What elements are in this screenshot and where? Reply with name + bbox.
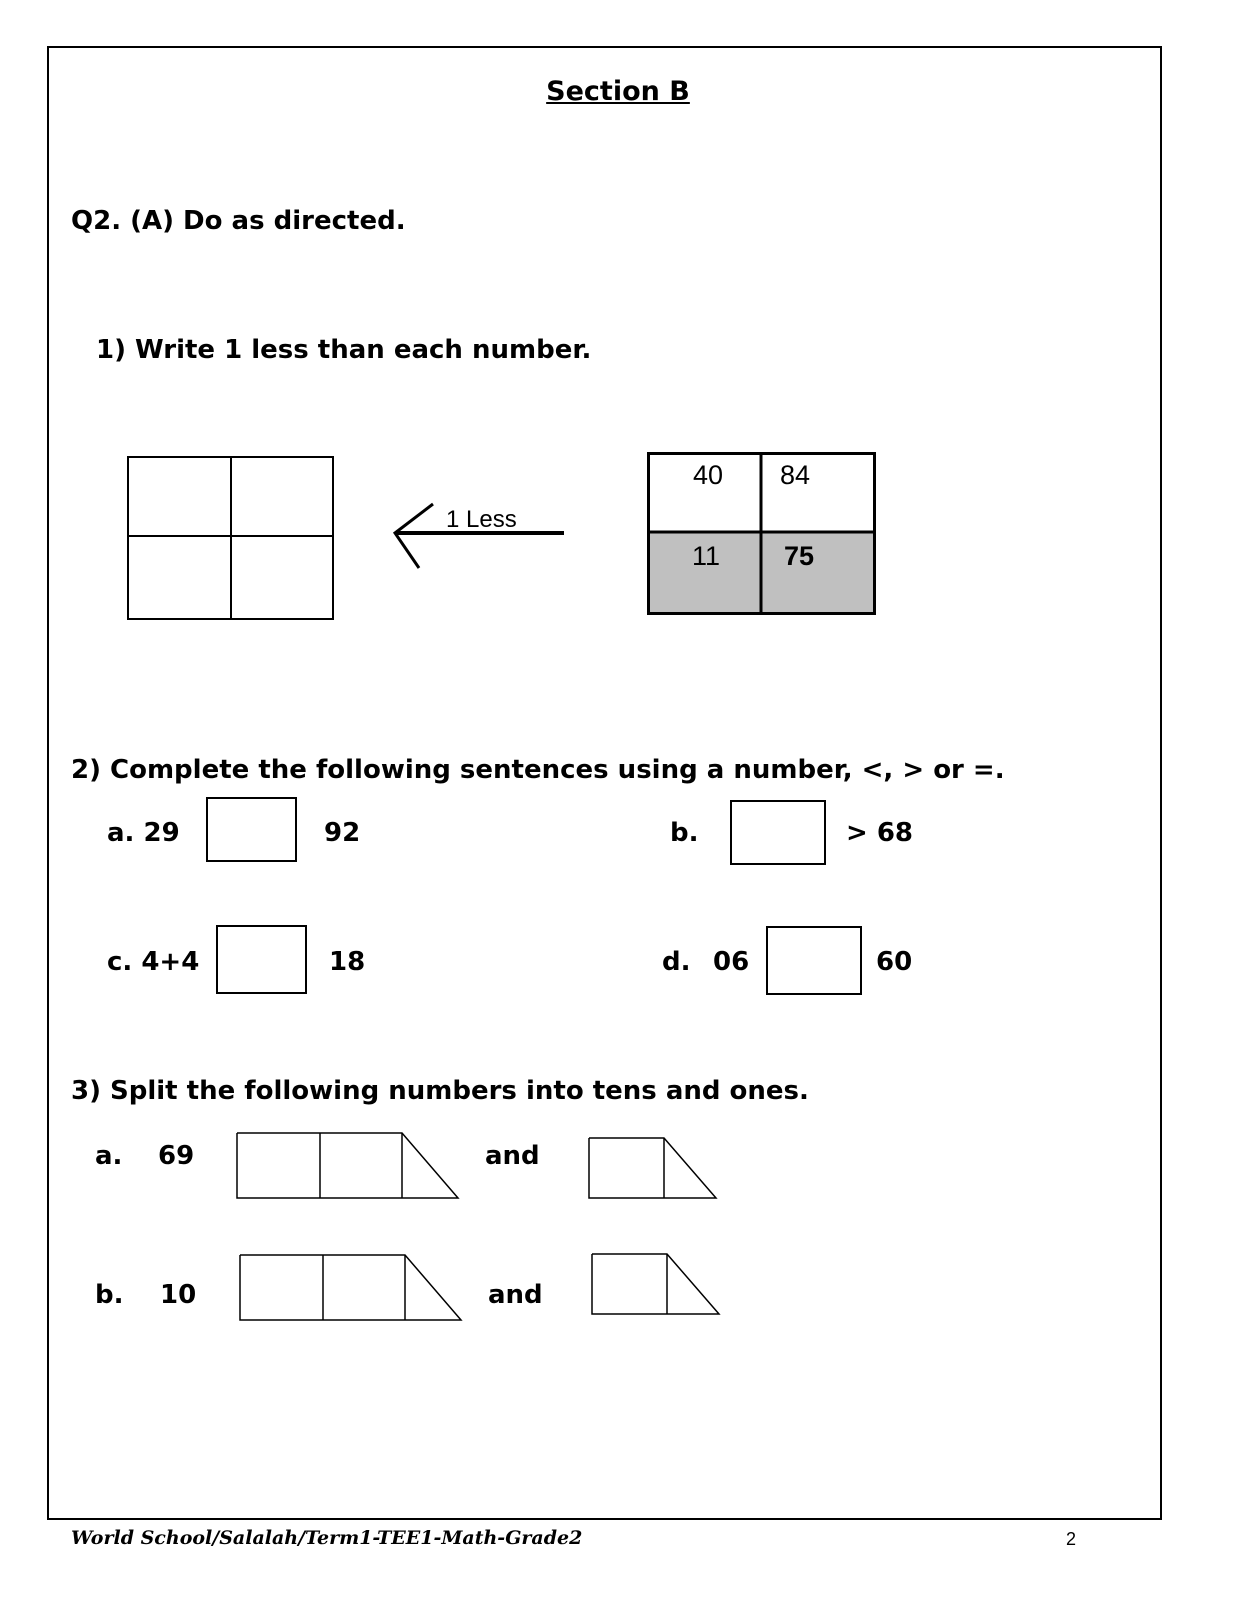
- compare-b-label: b.: [670, 818, 699, 848]
- part3-instruction: 3) Split the following numbers into tens and ones.: [71, 1076, 809, 1106]
- given-number-top-left: 40: [693, 460, 724, 490]
- part2-instruction: 2) Complete the following sentences using a number, <, > or =.: [71, 755, 1005, 785]
- compare-d-answer-box[interactable]: [766, 926, 862, 995]
- answer-grid[interactable]: [127, 456, 335, 622]
- page-number: 2: [1066, 1529, 1077, 1549]
- split-b-and: and: [488, 1280, 543, 1310]
- split-a-number: 69: [158, 1141, 195, 1171]
- split-b-ones-boxes[interactable]: [591, 1253, 723, 1318]
- compare-d-right: 60: [876, 947, 913, 977]
- split-b-tens-boxes[interactable]: [239, 1254, 465, 1324]
- compare-d-left: 06: [713, 947, 750, 977]
- compare-b-right: > 68: [846, 818, 914, 848]
- given-number-bottom-left: 11: [692, 541, 721, 571]
- footer-source: World School/Salalah/Term1-TEE1-Math-Grade2: [71, 1527, 583, 1549]
- arrow-label: 1 Less: [446, 506, 517, 533]
- given-number-bottom-right: 75: [784, 541, 815, 571]
- compare-d-label: d.: [662, 947, 691, 977]
- part1-instruction: 1) Write 1 less than each number.: [96, 335, 592, 365]
- split-b-number: 10: [160, 1280, 197, 1310]
- section-title: Section B: [546, 76, 690, 107]
- compare-c-label: c. 4+4: [107, 947, 200, 977]
- split-a-tens-boxes[interactable]: [236, 1132, 462, 1202]
- given-number-top-right: 84: [780, 460, 811, 490]
- compare-c-right: 18: [329, 947, 366, 977]
- compare-b-answer-box[interactable]: [730, 800, 826, 865]
- compare-a-label: a. 29: [107, 818, 180, 848]
- split-a-ones-boxes[interactable]: [588, 1137, 720, 1202]
- compare-a-right: 92: [324, 818, 361, 848]
- split-a-label: a.: [95, 1141, 123, 1171]
- split-a-and: and: [485, 1141, 540, 1171]
- compare-a-answer-box[interactable]: [206, 797, 297, 862]
- question-heading: Q2. (A) Do as directed.: [71, 206, 406, 236]
- compare-c-answer-box[interactable]: [216, 925, 307, 994]
- given-grid: [647, 452, 877, 616]
- split-b-label: b.: [95, 1280, 124, 1310]
